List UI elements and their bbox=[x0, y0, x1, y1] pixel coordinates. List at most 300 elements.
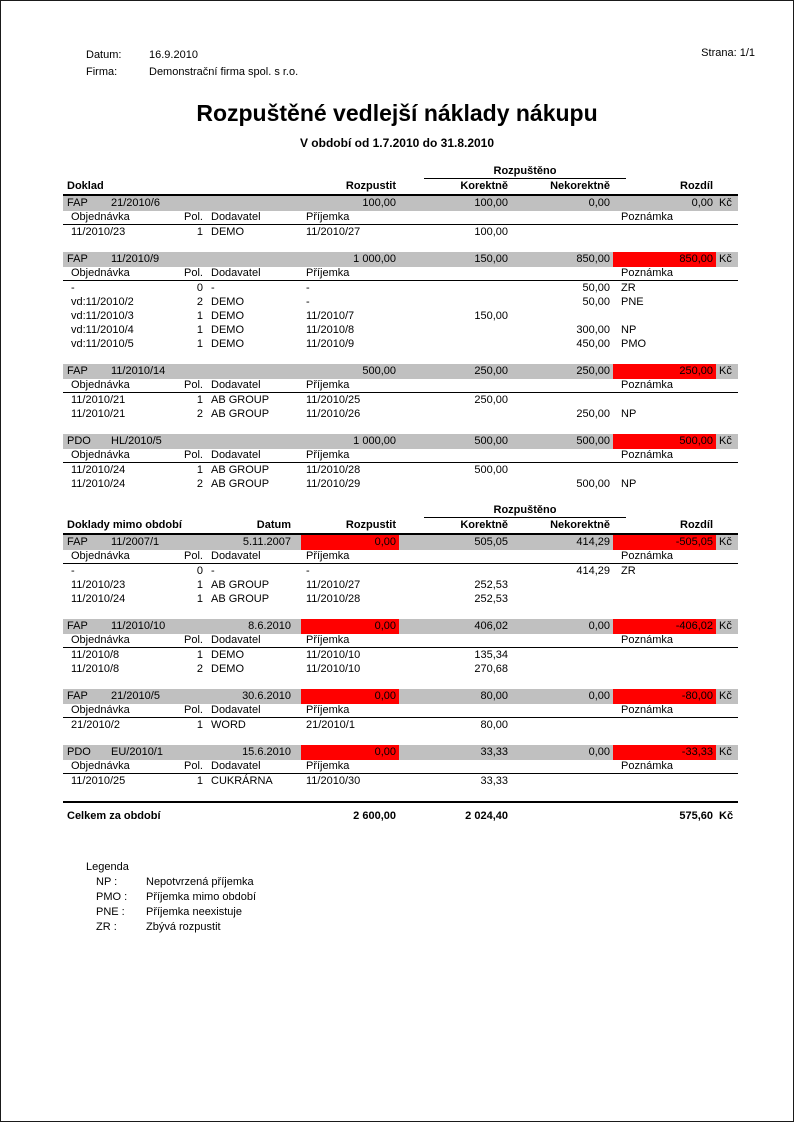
korektne-cell bbox=[408, 281, 511, 295]
korektne-value: 33,33 bbox=[480, 746, 508, 758]
legend-code: PMO : bbox=[96, 891, 128, 903]
rozdil-value: -80,00 bbox=[613, 689, 716, 704]
pol-cell: 1 bbox=[196, 593, 203, 605]
legend-code: PNE : bbox=[96, 906, 125, 918]
supplier-cell: DEMO bbox=[211, 338, 244, 350]
supplier-cell: - bbox=[211, 282, 215, 294]
pol-cell: 2 bbox=[196, 478, 203, 490]
detail-row bbox=[63, 337, 738, 351]
korektne-cell: 270,68 bbox=[474, 663, 508, 675]
doc-number: 11/2010/9 bbox=[111, 253, 160, 265]
doc-type: FAP bbox=[67, 536, 88, 548]
detail-header-prijemka: Příjemka bbox=[306, 634, 350, 646]
korektne-cell bbox=[408, 323, 511, 337]
doc-row bbox=[63, 689, 738, 704]
col-header-nekorektne: Nekorektně bbox=[550, 180, 610, 192]
order-cell: 11/2010/25 bbox=[71, 775, 126, 787]
receipt-cell: 11/2010/27 bbox=[306, 579, 361, 591]
supplier-cell: DEMO bbox=[211, 324, 244, 336]
nekorektne-cell: 500,00 bbox=[576, 478, 610, 490]
rozdil-value: -406,02 bbox=[613, 619, 716, 634]
currency-label: Kč bbox=[719, 435, 732, 447]
detail-header-row bbox=[63, 550, 738, 564]
detail-header-pol: Pol. bbox=[184, 211, 203, 223]
doc-number: 11/2007/1 bbox=[111, 536, 160, 548]
detail-header-pol: Pol. bbox=[184, 449, 203, 461]
detail-header-dodavatel: Dodavatel bbox=[211, 760, 261, 772]
detail-header-dodavatel: Dodavatel bbox=[211, 550, 261, 562]
strana-value: 1/1 bbox=[739, 47, 755, 59]
nekorektne-cell bbox=[511, 718, 613, 732]
detail-header-poznamka: Poznámka bbox=[621, 211, 673, 223]
rozdil-value: 0,00 bbox=[691, 197, 713, 209]
detail-header-dodavatel: Dodavatel bbox=[211, 704, 261, 716]
doc-row bbox=[63, 364, 738, 379]
doc-date: 30.6.2010 bbox=[242, 690, 291, 702]
korektne-cell: 100,00 bbox=[474, 226, 508, 238]
korektne-cell: 135,34 bbox=[474, 649, 508, 661]
nekorektne-value: 250,00 bbox=[576, 365, 610, 377]
table-section bbox=[63, 504, 738, 788]
doc-date: 8.6.2010 bbox=[248, 620, 291, 632]
col-header-rozpustit: Rozpustit bbox=[345, 180, 396, 192]
detail-row bbox=[63, 774, 738, 788]
detail-header-poznamka: Poznámka bbox=[621, 634, 673, 646]
doc-type: FAP bbox=[67, 620, 88, 632]
receipt-cell: - bbox=[306, 282, 310, 294]
note-cell bbox=[621, 225, 738, 239]
detail-header-row bbox=[63, 634, 738, 648]
order-cell: vd:11/2010/5 bbox=[71, 338, 134, 350]
korektne-cell: 80,00 bbox=[480, 719, 508, 731]
rozpustit-value: 500,00 bbox=[362, 365, 396, 377]
detail-header-pol: Pol. bbox=[184, 704, 203, 716]
korektne-cell bbox=[408, 477, 511, 491]
meta-datum-row bbox=[86, 47, 755, 64]
doc-date bbox=[207, 364, 301, 379]
totals-rozpustit: 2 600,00 bbox=[353, 810, 396, 822]
note-cell bbox=[621, 463, 738, 477]
doc-number: 11/2010/10 bbox=[111, 620, 166, 632]
doc-date bbox=[207, 196, 301, 211]
detail-header-prijemka: Příjemka bbox=[306, 211, 350, 223]
korektne-cell: 150,00 bbox=[474, 310, 508, 322]
doc-type: FAP bbox=[67, 197, 88, 209]
pol-cell: 1 bbox=[196, 775, 203, 787]
receipt-cell: 21/2010/1 bbox=[306, 719, 355, 731]
legend-item bbox=[86, 920, 793, 935]
detail-header-objednavka: Objednávka bbox=[71, 760, 130, 772]
detail-header-prijemka: Příjemka bbox=[306, 379, 350, 391]
detail-header-pol: Pol. bbox=[184, 634, 203, 646]
nekorektne-cell bbox=[511, 592, 613, 606]
rozdil-value: -33,33 bbox=[613, 745, 716, 760]
nekorektne-cell bbox=[511, 225, 613, 239]
detail-header-poznamka: Poznámka bbox=[621, 704, 673, 716]
supplier-cell: - bbox=[211, 565, 215, 577]
note-cell: PNE bbox=[621, 296, 644, 308]
nekorektne-value: 0,00 bbox=[588, 746, 610, 758]
pol-cell: 0 bbox=[196, 565, 203, 577]
legend-item bbox=[86, 905, 793, 920]
nekorektne-value: 414,29 bbox=[576, 536, 610, 548]
receipt-cell: - bbox=[306, 565, 310, 577]
rozpustit-value: 1 000,00 bbox=[353, 435, 396, 447]
doc-date bbox=[207, 252, 301, 267]
col-header-datum: Datum bbox=[256, 519, 291, 531]
nekorektne-value: 500,00 bbox=[576, 435, 610, 447]
order-cell: 21/2010/2 bbox=[71, 719, 120, 731]
report-table bbox=[63, 165, 738, 788]
col-header-nekorektne: Nekorektně bbox=[550, 519, 610, 531]
detail-row bbox=[63, 564, 738, 578]
rozpusteno-group-header bbox=[63, 165, 738, 179]
supplier-cell: AB GROUP bbox=[211, 464, 270, 476]
korektne-cell: 252,53 bbox=[474, 593, 508, 605]
detail-header-pol: Pol. bbox=[184, 379, 203, 391]
doc-row bbox=[63, 535, 738, 550]
detail-header-objednavka: Objednávka bbox=[71, 379, 130, 391]
nekorektne-cell bbox=[511, 662, 613, 676]
pol-cell: 1 bbox=[196, 719, 203, 731]
firma-value: Demonstrační firma spol. s r.o. bbox=[149, 66, 299, 78]
supplier-cell: DEMO bbox=[211, 663, 244, 675]
column-header-row bbox=[63, 179, 738, 196]
doc-block bbox=[63, 434, 738, 491]
nekorektne-cell: 50,00 bbox=[582, 282, 610, 294]
receipt-cell: 11/2010/8 bbox=[306, 324, 355, 336]
doc-type: FAP bbox=[67, 690, 88, 702]
detail-row bbox=[63, 309, 738, 323]
detail-header-dodavatel: Dodavatel bbox=[211, 634, 261, 646]
totals-nekorektne bbox=[511, 809, 613, 824]
nekorektne-cell bbox=[511, 309, 613, 323]
col-header-korektne: Korektně bbox=[460, 519, 508, 531]
korektne-value: 80,00 bbox=[480, 690, 508, 702]
detail-header-poznamka: Poznámka bbox=[621, 550, 673, 562]
doc-type: FAP bbox=[67, 253, 88, 265]
supplier-cell: DEMO bbox=[211, 649, 244, 661]
supplier-cell: WORD bbox=[211, 719, 246, 731]
legend-item bbox=[86, 890, 793, 905]
totals-row bbox=[63, 801, 738, 824]
rozdil-value: 500,00 bbox=[613, 434, 716, 449]
detail-header-prijemka: Příjemka bbox=[306, 704, 350, 716]
supplier-cell: AB GROUP bbox=[211, 478, 270, 490]
totals-rozdil: 575,60 bbox=[679, 810, 713, 822]
order-cell: 11/2010/8 bbox=[71, 649, 120, 661]
doc-type: PDO bbox=[67, 435, 91, 447]
page-subtitle: V období od 1.7.2010 do 31.8.2010 bbox=[299, 136, 495, 150]
totals-label: Celkem za období bbox=[67, 810, 161, 822]
detail-header-row bbox=[63, 449, 738, 463]
currency-label: Kč bbox=[719, 197, 732, 209]
pol-cell: 0 bbox=[196, 282, 203, 294]
detail-header-pol: Pol. bbox=[184, 550, 203, 562]
order-cell: vd:11/2010/2 bbox=[71, 296, 134, 308]
note-cell bbox=[621, 578, 738, 592]
totals-korektne: 2 024,40 bbox=[465, 810, 508, 822]
detail-row bbox=[63, 648, 738, 662]
firma-label: Firma: bbox=[86, 66, 118, 78]
supplier-cell: DEMO bbox=[211, 226, 244, 238]
order-cell: 11/2010/24 bbox=[71, 478, 126, 490]
meta-firma-row bbox=[86, 64, 755, 81]
korektne-value: 505,05 bbox=[474, 536, 508, 548]
supplier-cell: AB GROUP bbox=[211, 408, 270, 420]
table-section bbox=[63, 165, 738, 491]
doc-date bbox=[207, 434, 301, 449]
detail-header-dodavatel: Dodavatel bbox=[211, 211, 261, 223]
note-cell bbox=[621, 662, 738, 676]
col-header-rozdil: Rozdíl bbox=[680, 519, 713, 531]
doc-block bbox=[63, 689, 738, 732]
doc-row bbox=[63, 619, 738, 634]
detail-header-poznamka: Poznámka bbox=[621, 267, 673, 279]
note-cell: NP bbox=[621, 324, 637, 336]
legend bbox=[86, 860, 793, 935]
legend-code: NP : bbox=[96, 876, 118, 888]
pol-cell: 1 bbox=[196, 394, 203, 406]
korektne-value: 250,00 bbox=[474, 365, 508, 377]
receipt-cell: 11/2010/29 bbox=[306, 478, 361, 490]
legend-text: Nepotvrzená příjemka bbox=[146, 876, 254, 888]
doc-block bbox=[63, 364, 738, 421]
rozpustit-value: 0,00 bbox=[301, 745, 399, 760]
detail-header-row bbox=[63, 379, 738, 393]
pol-cell: 1 bbox=[196, 338, 203, 350]
receipt-cell: 11/2010/30 bbox=[306, 775, 361, 787]
korektne-cell bbox=[408, 295, 511, 309]
doc-row bbox=[63, 252, 738, 267]
rozpustit-value: 0,00 bbox=[301, 535, 399, 550]
nekorektne-value: 0,00 bbox=[588, 620, 610, 632]
rozdil-value: 850,00 bbox=[613, 252, 716, 267]
currency-label: Kč bbox=[719, 620, 732, 632]
detail-header-dodavatel: Dodavatel bbox=[211, 449, 261, 461]
currency-label: Kč bbox=[719, 365, 732, 377]
order-cell: vd:11/2010/3 bbox=[71, 310, 134, 322]
strana-label: Strana: bbox=[701, 47, 737, 59]
order-cell: 11/2010/8 bbox=[71, 663, 120, 675]
detail-header-pol: Pol. bbox=[184, 760, 203, 772]
rozpustit-value: 0,00 bbox=[301, 619, 399, 634]
rozpusteno-label: Rozpuštěno bbox=[424, 165, 626, 179]
supplier-cell: AB GROUP bbox=[211, 593, 270, 605]
doc-number: HL/2010/5 bbox=[111, 435, 162, 447]
legend-title: Legenda bbox=[86, 861, 129, 873]
nekorektne-cell: 250,00 bbox=[576, 408, 610, 420]
note-cell: ZR bbox=[621, 282, 636, 294]
currency-label: Kč bbox=[719, 536, 732, 548]
doc-date: 5.11.2007 bbox=[242, 536, 291, 548]
note-cell: NP bbox=[621, 408, 637, 420]
col-header-rozpustit: Rozpustit bbox=[345, 519, 396, 531]
doc-number: 21/2010/6 bbox=[111, 197, 160, 209]
nekorektne-value: 850,00 bbox=[576, 253, 610, 265]
nekorektne-cell: 414,29 bbox=[576, 565, 610, 577]
note-cell bbox=[621, 592, 738, 606]
pol-cell: 1 bbox=[196, 226, 203, 238]
supplier-cell: DEMO bbox=[211, 296, 244, 308]
detail-row bbox=[63, 592, 738, 606]
rozpusteno-group-header bbox=[63, 504, 738, 518]
col-header-korektne: Korektně bbox=[460, 180, 508, 192]
totals-currency: Kč bbox=[719, 810, 734, 822]
doc-date: 15.6.2010 bbox=[242, 746, 291, 758]
note-cell bbox=[621, 718, 738, 732]
detail-header-dodavatel: Dodavatel bbox=[211, 267, 261, 279]
detail-header-poznamka: Poznámka bbox=[621, 379, 673, 391]
pol-cell: 1 bbox=[196, 324, 203, 336]
order-cell: 11/2010/21 bbox=[71, 394, 126, 406]
doc-row bbox=[63, 196, 738, 211]
detail-header-objednavka: Objednávka bbox=[71, 634, 130, 646]
pol-cell: 2 bbox=[196, 408, 203, 420]
detail-header-objednavka: Objednávka bbox=[71, 211, 130, 223]
order-cell: 11/2010/24 bbox=[71, 593, 126, 605]
detail-row bbox=[63, 295, 738, 309]
detail-row bbox=[63, 662, 738, 676]
doc-block bbox=[63, 745, 738, 788]
detail-row bbox=[63, 281, 738, 295]
totals-area bbox=[63, 801, 738, 824]
nekorektne-cell bbox=[511, 648, 613, 662]
detail-header-objednavka: Objednávka bbox=[71, 449, 130, 461]
order-cell: 11/2010/23 bbox=[71, 226, 126, 238]
nekorektne-cell bbox=[511, 393, 613, 407]
note-cell bbox=[621, 309, 738, 323]
col-header-spacer bbox=[716, 518, 738, 533]
detail-header-objednavka: Objednávka bbox=[71, 704, 130, 716]
datum-value: 16.9.2010 bbox=[149, 49, 198, 61]
nekorektne-cell bbox=[511, 774, 613, 788]
order-cell: vd:11/2010/4 bbox=[71, 324, 134, 336]
doc-block bbox=[63, 619, 738, 676]
detail-header-row bbox=[63, 760, 738, 774]
supplier-cell: DEMO bbox=[211, 310, 244, 322]
pol-cell: 1 bbox=[196, 579, 203, 591]
nekorektne-cell: 300,00 bbox=[576, 324, 610, 336]
detail-header-row bbox=[63, 704, 738, 718]
doc-number: 21/2010/5 bbox=[111, 690, 160, 702]
korektne-cell: 500,00 bbox=[474, 464, 508, 476]
korektne-value: 150,00 bbox=[474, 253, 508, 265]
nekorektne-value: 0,00 bbox=[588, 197, 610, 209]
doc-type: FAP bbox=[67, 365, 88, 377]
currency-label: Kč bbox=[719, 746, 732, 758]
korektne-cell: 250,00 bbox=[474, 394, 508, 406]
col-header-doklad: Doklad bbox=[67, 180, 104, 192]
note-cell: NP bbox=[621, 478, 637, 490]
detail-header-objednavka: Objednávka bbox=[71, 267, 130, 279]
korektne-cell bbox=[408, 407, 511, 421]
detail-row bbox=[63, 578, 738, 592]
receipt-cell: 11/2010/7 bbox=[306, 310, 355, 322]
detail-row bbox=[63, 718, 738, 732]
detail-row bbox=[63, 323, 738, 337]
legend-text: Zbývá rozpustit bbox=[146, 921, 221, 933]
page-number bbox=[701, 47, 755, 59]
receipt-cell: 11/2010/27 bbox=[306, 226, 361, 238]
pol-cell: 1 bbox=[196, 464, 203, 476]
nekorektne-cell: 50,00 bbox=[582, 296, 610, 308]
datum-label: Datum: bbox=[86, 49, 122, 61]
receipt-cell: 11/2010/28 bbox=[306, 593, 361, 605]
detail-header-prijemka: Příjemka bbox=[306, 449, 350, 461]
page-title: Rozpuštěné vedlejší náklady nákupu bbox=[196, 100, 598, 126]
detail-header-prijemka: Příjemka bbox=[306, 760, 350, 772]
detail-header-row bbox=[63, 211, 738, 225]
receipt-cell: 11/2010/10 bbox=[306, 649, 361, 661]
receipt-cell: 11/2010/26 bbox=[306, 408, 361, 420]
nekorektne-cell: 450,00 bbox=[576, 338, 610, 350]
doc-block bbox=[63, 252, 738, 351]
nekorektne-cell bbox=[511, 578, 613, 592]
column-header-row bbox=[63, 518, 738, 535]
doc-type: PDO bbox=[67, 746, 91, 758]
col-header-datum bbox=[207, 179, 301, 194]
legend-text: Příjemka neexistuje bbox=[146, 906, 242, 918]
detail-row bbox=[63, 463, 738, 477]
rozdil-value: -505,05 bbox=[613, 535, 716, 550]
detail-row bbox=[63, 225, 738, 239]
report-meta bbox=[86, 47, 755, 81]
korektne-value: 406,02 bbox=[474, 620, 508, 632]
order-cell: 11/2010/24 bbox=[71, 464, 126, 476]
legend-code: ZR : bbox=[96, 921, 117, 933]
nekorektne-value: 0,00 bbox=[588, 690, 610, 702]
rozpustit-value: 0,00 bbox=[301, 689, 399, 704]
korektne-value: 500,00 bbox=[474, 435, 508, 447]
col-header-doklad: Doklady mimo období bbox=[67, 519, 182, 531]
doc-number: 11/2010/14 bbox=[111, 365, 166, 377]
doc-number: EU/2010/1 bbox=[111, 746, 163, 758]
order-cell: 11/2010/23 bbox=[71, 579, 126, 591]
order-cell: - bbox=[71, 282, 75, 294]
korektne-cell: 252,53 bbox=[474, 579, 508, 591]
detail-header-poznamka: Poznámka bbox=[621, 760, 673, 772]
doc-row bbox=[63, 434, 738, 449]
pol-cell: 1 bbox=[196, 310, 203, 322]
rozpustit-value: 1 000,00 bbox=[353, 253, 396, 265]
receipt-cell: 11/2010/25 bbox=[306, 394, 361, 406]
korektne-value: 100,00 bbox=[474, 197, 508, 209]
detail-row bbox=[63, 407, 738, 421]
receipt-cell: - bbox=[306, 296, 310, 308]
nekorektne-cell bbox=[511, 463, 613, 477]
note-cell: ZR bbox=[621, 565, 636, 577]
pol-cell: 1 bbox=[196, 649, 203, 661]
detail-header-dodavatel: Dodavatel bbox=[211, 379, 261, 391]
korektne-cell bbox=[408, 564, 511, 578]
note-cell bbox=[621, 648, 738, 662]
detail-header-prijemka: Příjemka bbox=[306, 267, 350, 279]
note-cell bbox=[621, 774, 738, 788]
korektne-cell: 33,33 bbox=[480, 775, 508, 787]
rozpusteno-label: Rozpuštěno bbox=[424, 504, 626, 518]
order-cell: - bbox=[71, 565, 75, 577]
order-cell: 11/2010/21 bbox=[71, 408, 126, 420]
note-cell bbox=[621, 393, 738, 407]
detail-row bbox=[63, 393, 738, 407]
legend-item bbox=[86, 875, 793, 890]
col-header-rozdil: Rozdíl bbox=[680, 180, 713, 192]
korektne-cell bbox=[408, 337, 511, 351]
col-header-spacer bbox=[716, 179, 738, 194]
doc-row bbox=[63, 745, 738, 760]
doc-block bbox=[63, 535, 738, 606]
